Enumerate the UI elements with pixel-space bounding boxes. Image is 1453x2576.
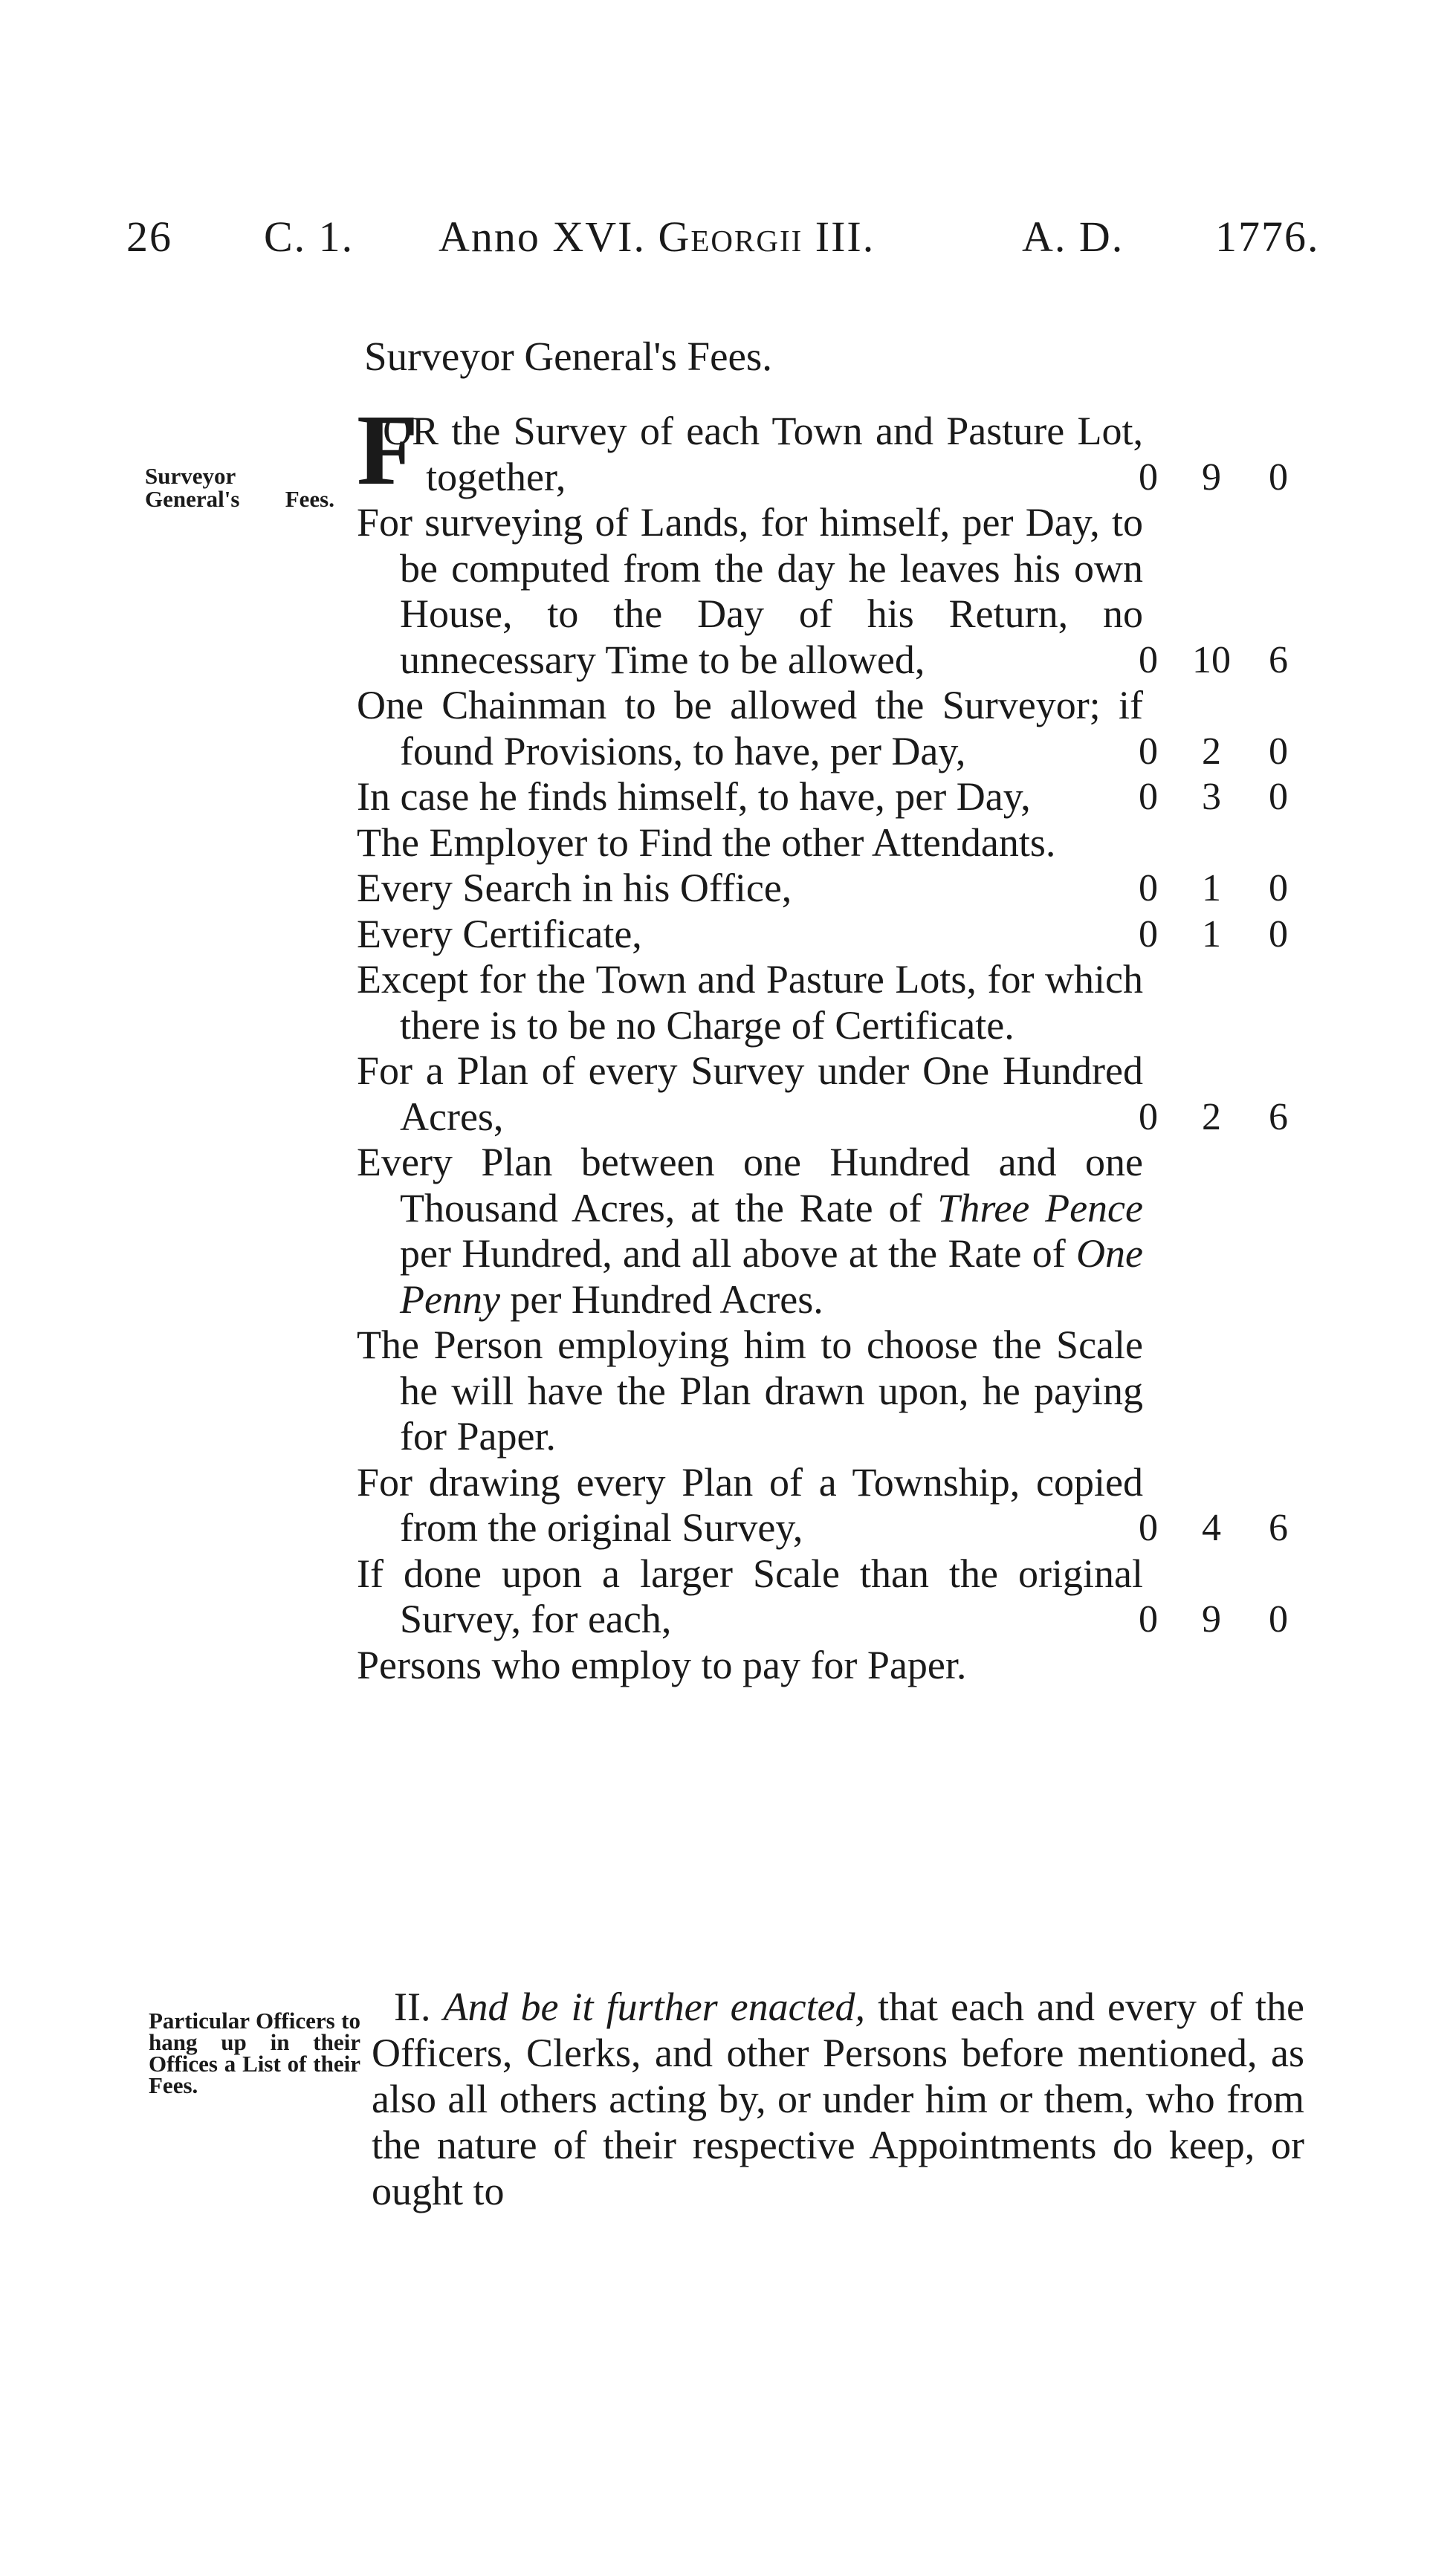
- amount-pence: 0: [1269, 1598, 1288, 1641]
- amount-shillings: 1: [1202, 867, 1221, 909]
- amount-pounds: 0: [1139, 1095, 1158, 1138]
- fee-entry: [357, 1460, 1308, 1551]
- fee-entry: [357, 1140, 1308, 1323]
- fee-amount: [1122, 774, 1308, 820]
- fee-description: For a Plan of every Survey under One Hundred Acres,: [357, 1048, 1143, 1139]
- fee-description: For drawing every Plan of a Township, copied from the original Survey,: [357, 1459, 1143, 1550]
- fee-rate-italic: One Penny: [400, 1231, 1143, 1322]
- fee-amount: [1122, 912, 1308, 958]
- fee-description: One Chainman to be allowed the Surveyor; if found Provisions, to have, per Day,: [357, 683, 1143, 773]
- fee-entry: [357, 1551, 1308, 1643]
- amount-shillings: 2: [1202, 1095, 1221, 1138]
- amount-pounds: 0: [1139, 638, 1158, 681]
- fee-entry: [357, 1048, 1308, 1140]
- section-title: Surveyor General's Fees.: [364, 334, 773, 379]
- amount-pounds: 0: [1139, 776, 1158, 818]
- fee-amount: [1122, 455, 1308, 501]
- fee-description: Persons who employ to pay for Paper.: [357, 1642, 967, 1687]
- amount-pounds: 0: [1139, 867, 1158, 909]
- amount-pounds: 0: [1139, 912, 1158, 956]
- fee-rate-italic: Three Pence: [937, 1185, 1143, 1230]
- fee-text: OR the Survey of each Town and Pasture Lot, together,: [383, 409, 1143, 499]
- fee-amount: [1122, 866, 1308, 912]
- fee-schedule: [357, 395, 1308, 1688]
- anno-domini: A. D.: [1022, 212, 1124, 261]
- amount-shillings: 3: [1202, 776, 1221, 818]
- fee-description: [357, 1140, 1143, 1323]
- regnal-suffix: III.: [815, 212, 876, 261]
- amount-pence: 0: [1269, 455, 1288, 499]
- amount-pence: 6: [1269, 638, 1288, 681]
- fee-entry: [357, 683, 1308, 774]
- fee-description: If done upon a larger Scale than the original Survey, for each,: [357, 1551, 1143, 1641]
- fee-entry: [357, 820, 1308, 866]
- regnal-year: [439, 212, 875, 262]
- amount-pence: 0: [1269, 776, 1288, 818]
- page-number: 26: [126, 212, 172, 261]
- fee-entry: [357, 1323, 1308, 1460]
- fee-entry: [357, 395, 1308, 506]
- amount-pence: 6: [1269, 1095, 1288, 1138]
- amount-pounds: 0: [1139, 1598, 1158, 1641]
- fee-description: In case he finds himself, to have, per Day,: [357, 774, 1031, 819]
- fee-text-part: Every Plan between one Hundred and one Thousand Acres, at the Rate of: [357, 1140, 1143, 1230]
- amount-pounds: 0: [1139, 730, 1158, 773]
- amount-pounds: 0: [1139, 455, 1158, 499]
- chapter-number: C. 1.: [264, 212, 355, 261]
- amount-shillings: 9: [1202, 1598, 1221, 1641]
- margin-note-surveyor-fees: Surveyor General's Fees.: [145, 463, 334, 512]
- fee-text-part: per Hundred Acres.: [499, 1276, 823, 1322]
- fee-description: Except for the Town and Pasture Lots, for which there is to be no Charge of Certificate.: [357, 957, 1143, 1048]
- fee-amount: [1122, 637, 1308, 684]
- amount-shillings: 9: [1202, 455, 1221, 499]
- drop-cap: F: [357, 395, 419, 506]
- fee-entry: [357, 957, 1308, 1048]
- fee-entry: [357, 500, 1308, 683]
- margin-note-officers-list: Particular Officers to hang up in their Offices a List of their Fees.: [149, 2008, 360, 2098]
- amount-pence: 6: [1269, 1507, 1288, 1549]
- fee-entry: [357, 774, 1308, 820]
- clause-text: that each and every of the Officers, Clerks, and other Persons before mentioned, as also all others acting by, or under him or them, who from the nature of their respective Appointments do keep, or ought to: [372, 1985, 1305, 2213]
- fee-amount: [1122, 729, 1308, 775]
- fee-text-part: per Hundred, and all above at the Rate of: [400, 1231, 1077, 1276]
- fee-entry: [357, 866, 1308, 912]
- fee-amount: [1122, 1597, 1308, 1643]
- amount-pence: 0: [1269, 867, 1288, 909]
- fee-description: The Person employing him to choose the Scale he will have the Plan drawn upon, he paying for Paper.: [357, 1323, 1143, 1459]
- fee-entry: [357, 912, 1308, 958]
- regnal-name: Georgii: [658, 212, 803, 261]
- enacting-clause: [372, 1984, 1304, 2214]
- amount-shillings: 10: [1192, 638, 1231, 681]
- enacting-words: And be it further enacted,: [443, 1985, 866, 2029]
- regnal-prefix: Anno XVI.: [439, 212, 646, 261]
- fee-entry: [357, 1643, 1308, 1689]
- amount-shillings: 2: [1202, 730, 1221, 773]
- amount-shillings: 4: [1202, 1507, 1221, 1549]
- year: 1776.: [1215, 212, 1320, 261]
- fee-description: [357, 395, 1143, 506]
- amount-pounds: 0: [1139, 1507, 1158, 1549]
- amount-pence: 0: [1269, 912, 1288, 956]
- fee-description: For surveying of Lands, for himself, per Day, to be computed from the day he leaves his own House, to the Day of his Return, no unnecessary Time to be allowed,: [357, 500, 1143, 682]
- fee-amount: [1122, 1094, 1308, 1141]
- fee-description: Every Search in his Office,: [357, 866, 792, 910]
- fee-description: The Employer to Find the other Attendants.: [357, 820, 1056, 865]
- fee-description: Every Certificate,: [357, 911, 642, 956]
- fee-amount: [1122, 1505, 1308, 1551]
- running-header: [126, 212, 1320, 271]
- amount-pence: 0: [1269, 730, 1288, 773]
- amount-shillings: 1: [1202, 912, 1221, 956]
- clause-number: II.: [394, 1985, 431, 2029]
